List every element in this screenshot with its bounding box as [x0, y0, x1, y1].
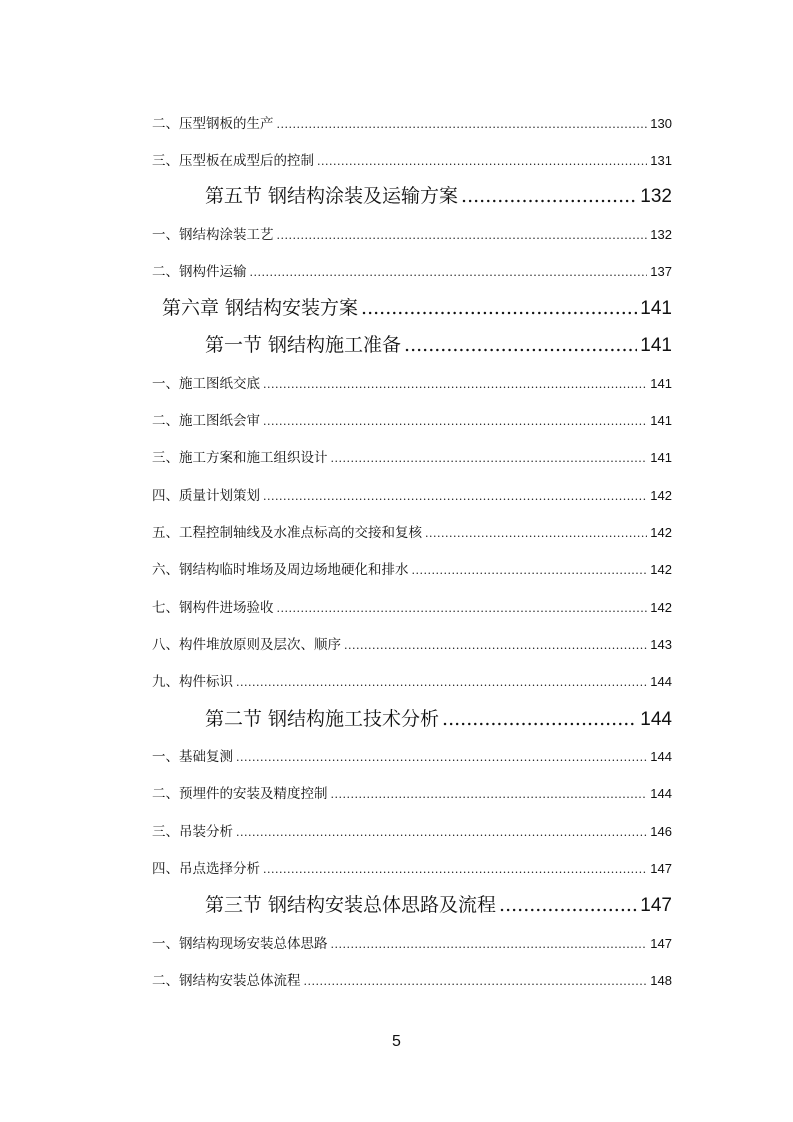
toc-section-entry[interactable] [205, 181, 672, 208]
toc-entry-page: 146 [650, 824, 672, 839]
toc-entry-label: 第五节 钢结构涂装及运输方案 [205, 185, 459, 207]
toc-entry-label: 一、基础复测 [152, 749, 233, 765]
toc-entry-page: 147 [640, 895, 672, 916]
toc-leader-dots [499, 894, 637, 916]
toc-entry-page: 142 [650, 488, 672, 503]
toc-entry[interactable] [152, 820, 672, 840]
toc-leader-dots [361, 297, 637, 319]
toc-leader-dots [263, 861, 647, 877]
toc-entry-label: 二、钢结构安装总体流程 [152, 973, 301, 989]
toc-entry-page: 148 [650, 973, 672, 988]
toc-entry-label: 一、钢结构现场安装总体思路 [152, 936, 328, 952]
toc-entry[interactable] [152, 484, 672, 504]
toc-leader-dots [442, 708, 637, 730]
toc-leader-dots [263, 488, 647, 504]
toc-leader-dots [263, 376, 647, 392]
toc-entry[interactable] [152, 670, 672, 690]
toc-entry-label: 一、钢结构涂装工艺 [152, 227, 274, 243]
toc-leader-dots [331, 450, 648, 466]
toc-entry-label: 七、钢构件进场验收 [152, 600, 274, 616]
toc-entry-label: 五、工程控制轴线及水准点标高的交接和复核 [152, 525, 422, 541]
toc-entry-page: 143 [650, 637, 672, 652]
toc-entry-label: 八、构件堆放原则及层次、顺序 [152, 637, 341, 653]
toc-entry-page: 141 [650, 376, 672, 391]
toc-leader-dots [331, 786, 648, 802]
toc-leader-dots [277, 227, 648, 243]
toc-leader-dots [236, 749, 647, 765]
toc-leader-dots [461, 185, 637, 207]
toc-entry[interactable] [152, 223, 672, 243]
toc-entry-label: 第三节 钢结构安装总体思路及流程 [205, 894, 497, 916]
toc-entry-page: 141 [640, 298, 672, 319]
toc-entry[interactable] [152, 409, 672, 429]
toc-section-entry[interactable] [205, 330, 672, 357]
toc-entry-label: 二、预埋件的安装及精度控制 [152, 786, 328, 802]
toc-entry-page: 141 [640, 335, 672, 356]
toc-entry[interactable] [152, 969, 672, 989]
toc-entry-label: 第一节 钢结构施工准备 [205, 334, 402, 356]
toc-entry-page: 144 [650, 674, 672, 689]
toc-entry-label: 二、施工图纸会审 [152, 413, 260, 429]
toc-entry[interactable] [152, 782, 672, 802]
toc-entry-page: 131 [650, 153, 672, 168]
toc-entry-page: 142 [650, 600, 672, 615]
toc-entry-label: 一、施工图纸交底 [152, 376, 260, 392]
toc-entry-page: 144 [640, 709, 672, 730]
toc-entry-page: 142 [650, 562, 672, 577]
toc-leader-dots [277, 600, 648, 616]
toc-leader-dots [331, 936, 648, 952]
toc-entry-label: 四、质量计划策划 [152, 488, 260, 504]
toc-entry-page: 141 [650, 450, 672, 465]
toc-entry-page: 132 [640, 186, 672, 207]
toc-entry[interactable] [152, 149, 672, 169]
toc-entry-page: 147 [650, 861, 672, 876]
toc-entry-page: 144 [650, 786, 672, 801]
toc-leader-dots [425, 525, 647, 541]
page-number: 5 [392, 1033, 401, 1050]
toc-entry-label: 三、压型板在成型后的控制 [152, 153, 314, 169]
toc-entry-label: 第六章 钢结构安装方案 [162, 297, 359, 319]
toc-entry-page: 130 [650, 116, 672, 131]
toc-leader-dots [277, 116, 648, 132]
toc-entry[interactable] [152, 633, 672, 653]
toc-leader-dots [304, 973, 648, 989]
toc-entry[interactable] [152, 521, 672, 541]
toc-leader-dots [404, 334, 637, 356]
toc-entry-label: 第二节 钢结构施工技术分析 [205, 708, 440, 730]
toc-entry-page: 132 [650, 227, 672, 242]
toc-entry-label: 四、吊点选择分析 [152, 861, 260, 877]
toc-entry-page: 147 [650, 936, 672, 951]
toc-chapter-entry[interactable] [162, 293, 672, 320]
toc-entry[interactable] [152, 558, 672, 578]
toc-entry-label: 六、钢结构临时堆场及周边场地硬化和排水 [152, 562, 409, 578]
toc-leader-dots [236, 674, 647, 690]
toc-section-entry[interactable] [205, 704, 672, 731]
toc-entry-page: 144 [650, 749, 672, 764]
toc-entry-label: 三、吊装分析 [152, 824, 233, 840]
toc-entry[interactable] [152, 446, 672, 466]
toc-leader-dots [236, 824, 647, 840]
toc-entry[interactable] [152, 932, 672, 952]
toc-entry[interactable] [152, 596, 672, 616]
toc-entry-page: 142 [650, 525, 672, 540]
toc-entry[interactable] [152, 112, 672, 132]
toc-entry-label: 二、钢构件运输 [152, 264, 247, 280]
toc-entry-page: 137 [650, 264, 672, 279]
toc-entry[interactable] [152, 857, 672, 877]
toc-leader-dots [250, 264, 648, 280]
toc-entry[interactable] [152, 260, 672, 280]
toc-entry-page: 141 [650, 413, 672, 428]
toc-leader-dots [263, 413, 647, 429]
toc-entry[interactable] [152, 745, 672, 765]
toc-leader-dots [344, 637, 647, 653]
toc-entry-label: 三、施工方案和施工组织设计 [152, 450, 328, 466]
toc-section-entry[interactable] [205, 890, 672, 917]
toc-entry-label: 二、压型钢板的生产 [152, 116, 274, 132]
toc-entry-label: 九、构件标识 [152, 674, 233, 690]
toc-entry[interactable] [152, 372, 672, 392]
toc-leader-dots [317, 153, 647, 169]
toc-leader-dots [412, 562, 648, 578]
